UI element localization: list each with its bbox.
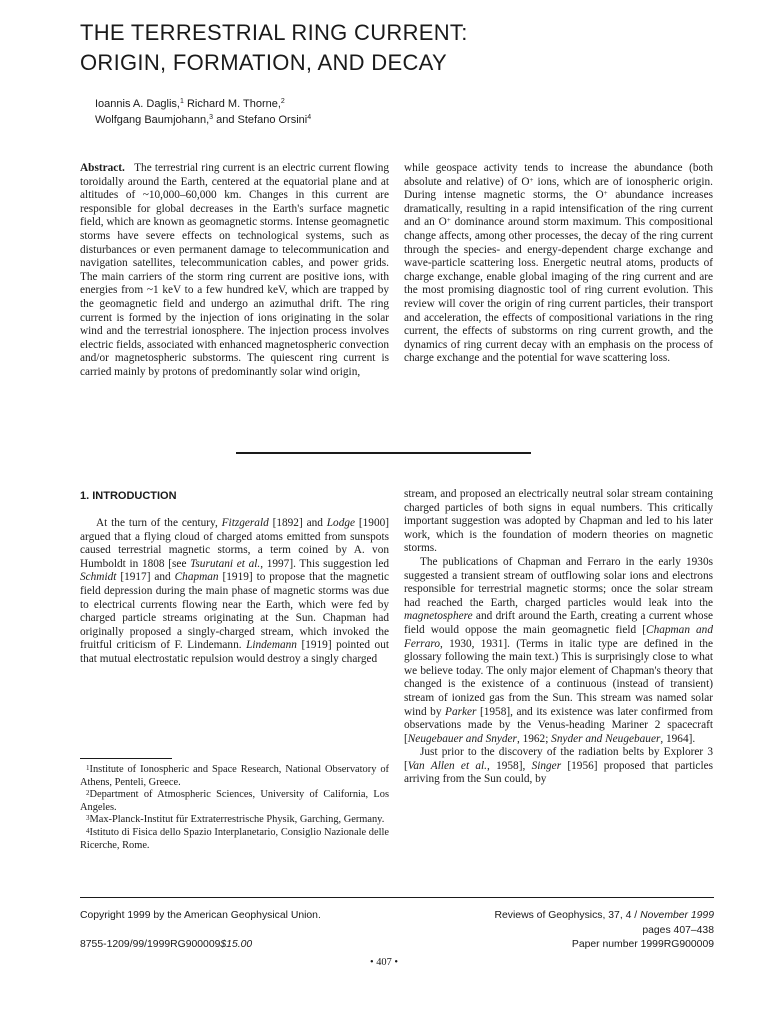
abstract-right-column [404, 162, 713, 366]
abstract-text-left: The terrestrial ring current is an electric current flowing toroidally around the Earth, centered at the equatorial plane and at altitudes of ~10,000–60,000 km. Changes in this current are responsible for global decreases in the Earth's surface magnetic field, which are known as geomagnetic storms. Intense geomagnetic storms have severe effects on technological systems, such as disturbances or even permanent damage to telecommunication and navigation satellites, telecommunication cables, and power grids. The main carriers of the storm ring current are positive ions, with energies from ~1 keV to a few hundred keV, which are trapped by the geomagnetic field and undergo an azimuthal drift. The ring current is formed by the injection of ions originating in the solar wind and the terrestrial ionosphere. The injection process involves electric fields, associated with enhanced magnetospheric convection and/or magnetospheric substorms. The quiescent ring current is carried mainly by protons of predominantly solar wind origin, [80, 162, 389, 378]
text-run: [1892] and [268, 517, 327, 529]
citation-lodge: Lodge [326, 517, 356, 529]
author-line-1 [95, 96, 311, 112]
title-line-1: THE TERRESTRIAL RING CURRENT: [80, 20, 468, 45]
intro-paragraph-1 [80, 517, 389, 667]
affiliation-footnotes [80, 764, 389, 852]
abstract-left-column [80, 162, 389, 380]
abstract-divider [236, 452, 531, 454]
footnote-2 [80, 789, 389, 814]
citation-neugebauer-snyder: Neugebauer and Snyder [407, 732, 517, 745]
text-run: , 1997]. This suggestion led [260, 557, 389, 570]
footnote-1 [80, 764, 389, 789]
author-affil-3: 3 [209, 114, 214, 121]
author-affil-4: 4 [307, 114, 312, 121]
article-price: $15.00 [220, 939, 253, 950]
abstract-label: Abstract. [80, 162, 125, 174]
abstract-text-right-4: dominance around storm maximum. This compositional change affects, among other processes, the decay of the ring current through the species- and energy-dependent charge exchange and wave-particle scattering loss. Energetic neutral atoms, products of charge exchange, enable global imaging of the ring current and are the most promising diagnostic tool of ring current evolution. This review will cover the origin of ring current particles, their transport and acceleration, the effects of compositional variations in the ring current, the effects of substorms on ring current growth, and the dynamics of ring current decay with an emphasis on the process of charge exchange and the potential for wave scattering loss. [404, 216, 713, 365]
intro-paragraph-2 [404, 556, 713, 746]
text-run: The publications of Chapman and Ferraro in the early 1930s suggested a transient stream of outflowing solar ions and electrons responsible for terrestrial magnetic storms; once the solar stream had reached the Earth, charged particles would leak into the [404, 555, 713, 609]
text-run: [1919] pointed out that mutual electrostatic repulsion would destroy a singly charged [80, 639, 389, 665]
author-list [95, 96, 311, 128]
issn-number: 8755-1209/99/1999RG900009 [80, 939, 221, 950]
abstract-paragraph-left [80, 162, 389, 380]
text-run: , 1930, 1931]. (Terms in italic type are defined in the glossary following the main text.) This is surprisingly close to what we believe today. The only major element of Chapman's theory that changed is the existence of a continuous (instead of transient) stream of ionized gas from the Sun. This stream was named solar wind by [404, 637, 713, 718]
copyright-notice: Copyright 1999 by the American Geophysical Union. [80, 910, 321, 921]
oxygen-ion-charge: + [529, 175, 534, 184]
intro-right-column [404, 488, 713, 787]
footnote-4 [80, 827, 389, 852]
footnote-marker: 2 [86, 789, 90, 798]
section-heading: 1. INTRODUCTION [80, 490, 177, 502]
author-baumjohann: Wolfgang Baumjohann, [95, 114, 210, 126]
text-run: [1958], and its existence was later confirmed from observations made by the Venus-heading Mariner 2 spacecraft [ [404, 705, 713, 745]
footnote-text: Department of Atmospheric Sciences, University of California, Los Angeles. [80, 789, 389, 813]
intro-paragraph-1-cont: stream, and proposed an electrically neutral solar stream containing charged particles of both signs in equal numbers. This critically important suggestion was adopted by Chapman and led to his later work, which is the foundation of modern theories on magnetic storms. [404, 488, 713, 555]
citation-chapman: Chapman [174, 571, 219, 584]
intro-paragraph-3 [404, 746, 713, 787]
page-number: • 407 • [369, 957, 399, 968]
citation-van-allen: Van Allen et al. [407, 759, 487, 772]
footnote-marker: 1 [86, 764, 90, 772]
journal-name: Reviews of Geophysics, 37, 4 / [494, 910, 641, 921]
article-title [80, 18, 720, 78]
paper-number: Paper number 1999RG900009 [571, 939, 714, 950]
text-run: [1900] argued that a flying cloud of charged atoms emitted from sunspots caused terrestrial magnetic storms, a term coined by A. von Humboldt in 1808 [see [80, 517, 389, 570]
citation-fitzgerald: Fitzgerald [221, 517, 269, 529]
citation-schmidt: Schmidt [80, 571, 117, 584]
citation-tsurutani: Tsurutani et al. [190, 557, 261, 570]
footnote-marker: 3 [86, 814, 90, 823]
text-run: , 1964]. [660, 732, 696, 745]
author-orsini: and Stefano Orsini [213, 114, 308, 126]
text-run: [1919] to propose that the magnetic field depression during the main phase of magnetic storms was due to electrical currents flowing near the Earth, which were fed by charged particle streams originating at the Sun. Chapman had originally proposed a singly-charged stream, which invoked the fruitful criticism of F. Lindemann. [80, 571, 389, 652]
author-affil-1: 1 [180, 98, 184, 105]
footnote-3 [80, 814, 389, 827]
text-run: At the turn of the century, [96, 517, 222, 529]
oxygen-ion-charge: + [446, 216, 451, 225]
abstract-paragraph-right [404, 162, 713, 366]
citation-singer: Singer [531, 759, 562, 772]
citation-snyder-neugebauer: Snyder and Neugebauer [551, 732, 661, 745]
footer-rule [80, 897, 714, 898]
oxygen-ion-charge: + [603, 189, 608, 198]
citation-chapman-ferraro: Chapman and Ferraro [404, 623, 713, 650]
footnote-text: Institute of Ionospheric and Space Research, National Observatory of Athens, Penteli, Greece. [80, 764, 389, 788]
title-line-2: ORIGIN, FORMATION, AND DECAY [80, 50, 447, 75]
footnote-text: Max-Planck-Institut für Extraterrestrische Physik, Garching, Germany. [89, 814, 385, 826]
author-daglis: Ioannis A. Daglis, [95, 98, 180, 110]
abstract-text-right-1: while geospace activity tends to increase the abundance (both absolute and relative) of O [404, 162, 713, 188]
author-thorne: Richard M. Thorne, [183, 98, 281, 110]
text-run: Just prior to the discovery of the radiation belts by Explorer 3 [ [404, 746, 713, 772]
text-run: , 1958], [487, 759, 532, 772]
abstract-text-right-2: ions, which are of ionospheric origin. During intense magnetic storms, the O [404, 175, 713, 202]
footnote-text: Istituto di Fisica dello Spazio Interplanetario, Consiglio Nazionale delle Ricerche, Rome. [80, 826, 389, 851]
footnote-rule [80, 758, 172, 759]
issn-code [80, 938, 252, 951]
author-line-2 [95, 112, 311, 128]
page-range: pages 407–438 [642, 925, 714, 936]
journal-date: November 1999 [640, 910, 714, 921]
text-run: [1956] proposed that particles arriving from the Sun could, by [404, 759, 713, 786]
citation-lindemann: Lindemann [246, 639, 297, 652]
abstract-text-right-3: abundance increases dramatically, resulting in a rapid intensification of the ring current and an O [404, 189, 713, 229]
author-affil-2: 2 [280, 98, 285, 105]
footnote-marker: 4 [86, 826, 90, 835]
text-run: , 1962; [516, 732, 552, 745]
citation-parker: Parker [445, 705, 477, 718]
glossary-term-magnetosphere: magnetosphere [404, 610, 473, 623]
journal-reference [495, 909, 714, 922]
intro-left-column [80, 490, 389, 667]
text-run: [1917] and [116, 571, 175, 584]
text-run: and drift around the Earth, creating a current whose field would oppose the main geomagnetic field [ [404, 610, 713, 636]
